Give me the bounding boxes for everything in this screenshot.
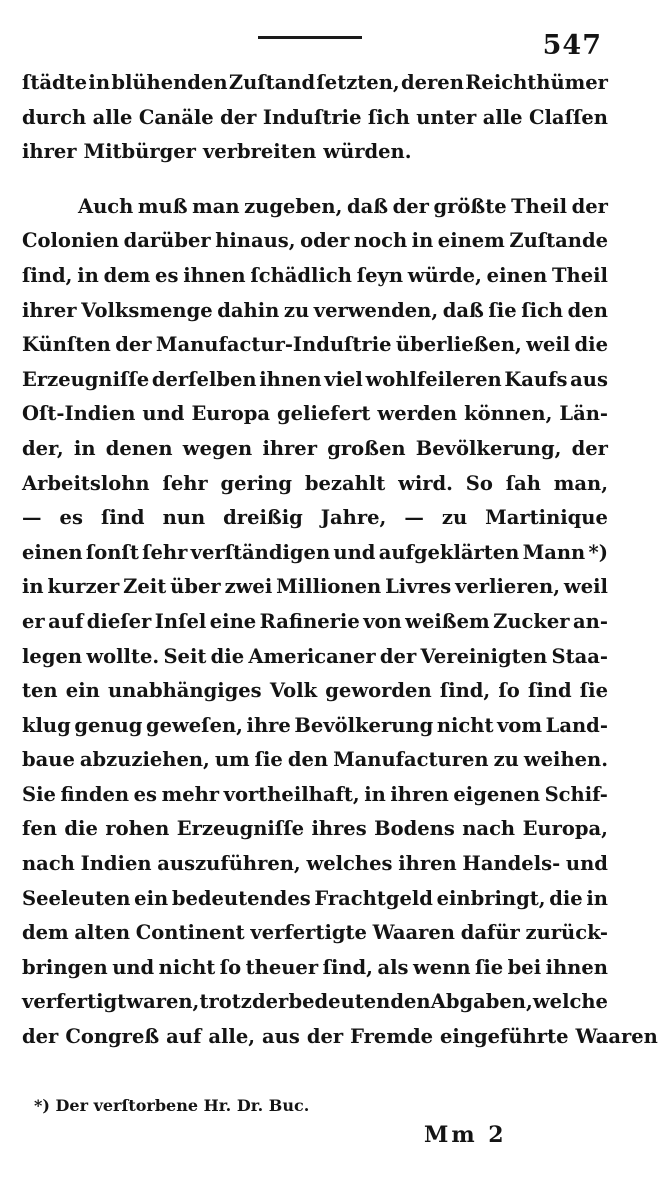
text-line: Colonien darüber hinaus, oder noch in einem Zuſtande [22, 229, 608, 253]
footnote: *) Der verſtorbene Hr. Dr. Buc. [34, 1096, 310, 1115]
text-line: ihrer Mitbürger verbreiten würden. [22, 140, 412, 164]
text-line: nach Indien auszuführen, welches ihren Handels- und [22, 852, 608, 876]
text-line: Auch muß man zugeben, daß der größte Theil der [78, 194, 608, 218]
text-line: bringen und nicht ſo theuer ſind, als wenn ſie bei ihnen [22, 955, 608, 979]
text-line: Sie finden es mehr vortheilhaft, in ihren eigenen Schif- [22, 782, 608, 806]
paragraph [22, 190, 658, 1055]
header-rule [258, 36, 362, 39]
text-line: Erzeugniſſe derſelben ihnen viel wohlfeileren Kaufs aus [22, 367, 608, 391]
text-line: legen wollte. Seit die Americaner der Vereinigten Staa- [22, 644, 608, 668]
signature-mark: Mm 2 [424, 1122, 507, 1148]
text-line: ten ein unabhängiges Volk geworden ſind, ſo ſind ſie [22, 679, 608, 703]
text-line: einen ſonſt ſehr verſtändigen und aufgeklärten Mann *) [22, 540, 608, 564]
text-line: durch alle Canäle der Induſtrie ſich unter alle Claſſen [22, 105, 608, 129]
text-line: er auf dieſer Inſel eine Rafinerie von weißem Zucker an- [22, 609, 608, 633]
text-line: Arbeitslohn ſehr gering bezahlt wird. So ſah man, [22, 471, 608, 495]
text-line: in kurzer Zeit über zwei Millionen Livres verlieren, weil [22, 575, 608, 599]
text-line: Oſt-Indien und Europa geliefert werden können, Län- [22, 402, 608, 426]
text-line: Künſten der Manufactur-Induſtrie überließen, weil die [22, 333, 608, 357]
body-text [22, 66, 658, 1055]
text-line: der, in denen wegen ihrer großen Bevölkerung, der [22, 436, 608, 460]
text-line: der Congreß auf alle, aus der Fremde eingeführte Waaren [22, 1025, 658, 1049]
text-line: ihrer Volksmenge dahin zu verwenden, daß ſie ſich den [22, 298, 608, 322]
text-line: baue abzuziehen, um ſie den Manufacturen zu weihen. [22, 748, 608, 772]
text-line: klug genug geweſen, ihre Bevölkerung nicht vom Land- [22, 713, 608, 737]
text-line: dem alten Continent verfertigte Waaren dafür zurück- [22, 921, 608, 945]
text-line: verfertigt waren, trotz der bedeutenden Abgaben, welche [22, 990, 608, 1014]
text-line: ſind, in dem es ihnen ſchädlich ſeyn würde, einen Theil [22, 263, 608, 287]
paragraph-gap [22, 170, 608, 190]
page-number: 547 [542, 30, 602, 61]
text-line: fen die rohen Erzeugniſſe ihres Bodens nach Europa, [22, 817, 608, 841]
text-line: — es ſind nun dreißig Jahre, — zu Martinique [22, 506, 608, 530]
text-line: Seeleuten ein bedeutendes Frachtgeld einbringt, die in [22, 886, 608, 910]
paragraph [22, 66, 608, 170]
text-line: ſtädte in blühenden Zuſtand ſetzten, deren Reichthümer [22, 71, 608, 94]
